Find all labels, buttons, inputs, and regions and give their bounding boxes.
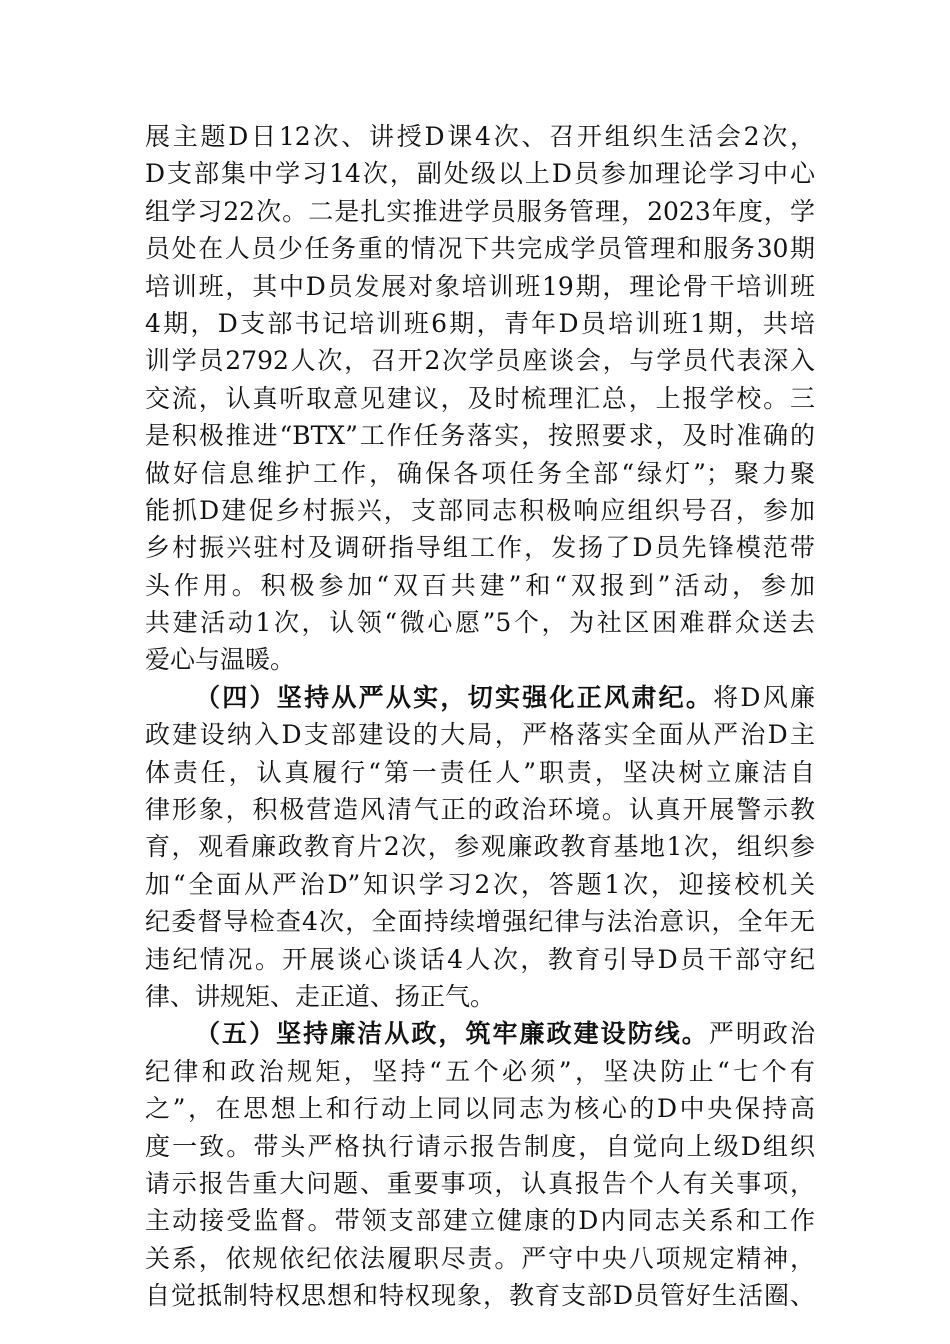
section-five-heading: （五）坚持廉洁从政，筑牢廉政建设防线。 [195, 1019, 709, 1049]
text-line: 自觉抵制特权思想和特权现象，教育支部D员管好生活圈、 [145, 1281, 815, 1311]
text-line: 主动接受监督。带领支部建立健康的D内同志关系和工作 [145, 1206, 815, 1236]
text-line: 员处在人员少任务重的情况下共完成学员管理和服务30期 [145, 234, 815, 264]
text-line: 育，观看廉政教育片2次，参观廉政教育基地1次，组织参 [145, 832, 815, 862]
text-line: 展主题D日12次、讲授D课4次、召开组织生活会2次， [145, 122, 815, 151]
text-run: 将D风廉 [713, 682, 815, 712]
text-line: 关系，依规依纪依法履职尽责。严守中央八项规定精神， [145, 1243, 815, 1273]
text-line: 违纪情况。开展谈心谈话4人次，教育引导D员干部守纪 [145, 944, 815, 974]
text-line: 是积极推进“BTX”工作任务落实，按照要求，及时准确的 [145, 421, 815, 451]
text-line: 共建活动1次，认领“微心愿”5个，为社区困难群众送去 [145, 608, 815, 638]
text-line: 爱心与温暖。 [145, 645, 296, 675]
text-line: 律形象，积极营造风清气正的政治环境。认真开展警示教 [145, 795, 815, 825]
text-line: 加“全面从严治D”知识学习2次，答题1次，迎接校机关 [145, 869, 815, 899]
text-line: 组学习22次。二是扎实推进学员服务管理，2023年度，学 [145, 196, 815, 226]
text-line: 纪委督导检查4次，全面持续增强纪律与法治意识，全年无 [145, 907, 815, 937]
text-line: 乡村振兴驻村及调研指导组工作，发扬了D员先锋模范带 [145, 533, 815, 563]
text-line: 培训班，其中D员发展对象培训班19期，理论骨干培训班 [145, 271, 815, 301]
section-five-first-line [145, 1015, 815, 1052]
text-line: 4期，D支部书记培训班6期，青年D员培训班1期，共培 [145, 308, 815, 338]
text-line: 律、讲规矩、走正道、扬正气。 [145, 981, 496, 1011]
section-four-first-line [145, 679, 815, 716]
document-body [145, 118, 815, 1315]
section-four-heading: （四）坚持从严从实，切实强化正风肃纪。 [195, 682, 714, 712]
paragraph-section-five [145, 1015, 815, 1314]
text-line: 体责任，认真履行“第一责任人”职责，坚决树立廉洁自 [145, 757, 815, 787]
paragraph-section-four [145, 679, 815, 1016]
text-line: 头作用。积极参加“双百共建”和“双报到”活动，参加 [145, 570, 815, 600]
text-line: 纪律和政治规矩，坚持“五个必须”，坚决防止“七个有 [145, 1056, 815, 1086]
text-line: 度一致。带头严格执行请示报告制度，自觉向上级D组织 [145, 1131, 815, 1161]
text-line: 交流，认真听取意见建议，及时梳理汇总，上报学校。三 [145, 383, 815, 413]
text-line: 政建设纳入D支部建设的大局，严格落实全面从严治D主 [145, 720, 815, 750]
text-line: D支部集中学习14次，副处级以上D员参加理论学习中心 [145, 159, 815, 189]
text-line: 训学员2792人次，召开2次学员座谈会，与学员代表深入 [145, 346, 815, 376]
text-line: 之”，在思想上和行动上同以同志为核心的D中央保持高 [145, 1094, 815, 1124]
text-run: 严明政治 [708, 1019, 815, 1049]
text-line: 能抓D建促乡村振兴，支部同志积极响应组织号召，参加 [145, 495, 815, 525]
text-line: 做好信息维护工作，确保各项任务全部“绿灯”；聚力聚 [145, 458, 815, 488]
paragraph-three-tasks [145, 118, 815, 679]
text-line: 请示报告重大问题、重要事项，认真报告个人有关事项， [145, 1168, 815, 1198]
